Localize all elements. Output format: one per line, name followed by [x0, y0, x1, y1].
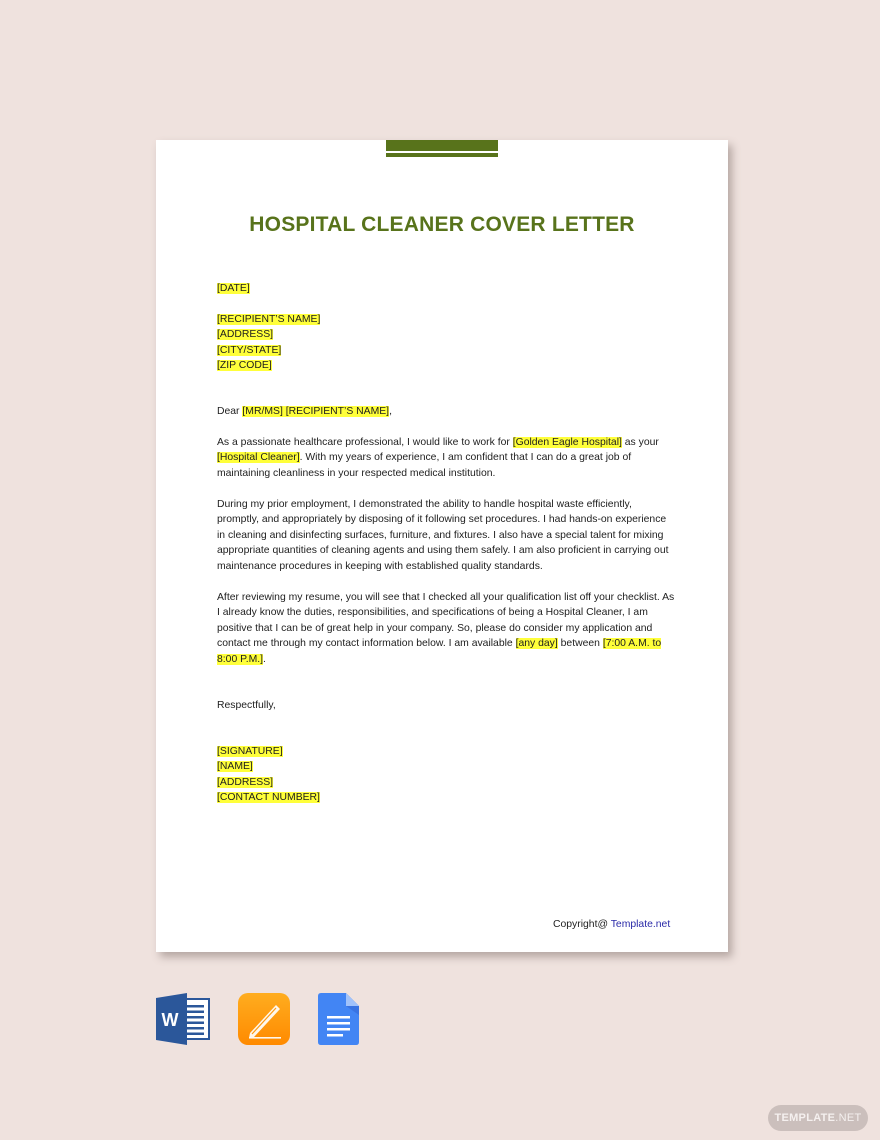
template-net-watermark: [768, 1105, 868, 1131]
apple-pages-icon[interactable]: [238, 993, 290, 1045]
intro-text: maintaining cleanliness in your respected medical institution.: [217, 467, 496, 479]
paragraph-availability: [217, 590, 677, 667]
experience-line: maintenance procedures in keeping with established quality standards.: [217, 560, 543, 572]
contact-number-placeholder: [CONTACT NUMBER]: [217, 792, 320, 804]
salutation-suffix: ,: [389, 406, 392, 417]
recipient-address-placeholder: [ADDRESS]: [217, 329, 274, 341]
address-placeholder: [ADDRESS]: [217, 776, 274, 788]
availability-line: I already know the duties, responsibilities, and specifications of being a Hospital Cleaner, I am: [217, 607, 648, 619]
position-placeholder: [Hospital Cleaner]: [217, 452, 300, 464]
salutation-prefix: Dear: [217, 406, 243, 417]
intro-text: as your: [621, 437, 659, 448]
signature-placeholder: [SIGNATURE]: [217, 746, 283, 757]
document-title: HOSPITAL CLEANER COVER LETTER: [249, 213, 635, 236]
google-docs-icon[interactable]: [318, 993, 360, 1045]
availability-text: between: [557, 638, 603, 650]
recipient-block: [217, 312, 677, 374]
available-days-placeholder: [any day]: [515, 638, 558, 650]
closing-text: Respectfully,: [217, 700, 276, 711]
intro-text: As a passionate healthcare professional, I would like to work for: [217, 437, 513, 448]
name-placeholder: [NAME]: [217, 761, 253, 773]
copyright-label: Copyright@: [553, 919, 611, 930]
date-placeholder: [DATE]: [217, 283, 250, 294]
recipient-zip-placeholder: [ZIP CODE]: [217, 360, 272, 372]
document-page: [156, 140, 728, 952]
word-icon-letter: W: [161, 1010, 179, 1030]
signature-block: [217, 744, 677, 806]
copyright-footer: [553, 919, 670, 930]
availability-line: positive that I can be of great help in your company. So, please do consider my application and: [217, 622, 653, 634]
salutation: [217, 404, 677, 419]
availability-line: After reviewing my resume, you will see that I checked all your qualification list off your checklist. As: [217, 592, 675, 603]
watermark-light: .NET: [835, 1112, 862, 1124]
recipient-city-state-placeholder: [CITY/STATE]: [217, 344, 282, 356]
salutation-placeholder: [MR/MS] [RECIPIENT’S NAME]: [242, 406, 390, 417]
date-block: [217, 281, 677, 296]
availability-text: contact me through my contact information below. I am available: [217, 638, 516, 650]
microsoft-word-icon[interactable]: [156, 993, 212, 1045]
experience-line: promptly, and appropriately by disposing of it following set procedures. I had hands-on experience: [217, 514, 667, 526]
header-decoration-line: [386, 153, 498, 157]
watermark-bold: TEMPLATE: [774, 1112, 836, 1124]
intro-text: . With my years of experience, I am confident that I can do a great job of: [299, 452, 632, 464]
recipient-name-placeholder: [RECIPIENT’S NAME]: [217, 314, 321, 325]
paragraph-experience: [217, 497, 677, 574]
available-hours-placeholder: [7:00 A.M. to: [602, 638, 662, 650]
experience-line: in cleaning and disinfecting surfaces, furniture, and fixtures. I also have a special talent for mixing: [217, 529, 664, 541]
closing: [217, 698, 677, 713]
experience-line: appropriate quantities of cleaning agents and using them safely. I am also proficient in carrying out: [217, 545, 669, 557]
available-hours-placeholder-cont: 8:00 P.M.]: [217, 653, 264, 665]
header-decoration-bar: [386, 140, 498, 151]
paragraph-intro: [217, 435, 677, 481]
template-net-link[interactable]: Template.net: [610, 919, 671, 930]
availability-text: .: [263, 653, 266, 665]
hospital-name-placeholder: [Golden Eagle Hospital]: [512, 437, 622, 448]
experience-line: During my prior employment, I demonstrated the ability to handle hospital waste efficiently,: [217, 499, 632, 510]
